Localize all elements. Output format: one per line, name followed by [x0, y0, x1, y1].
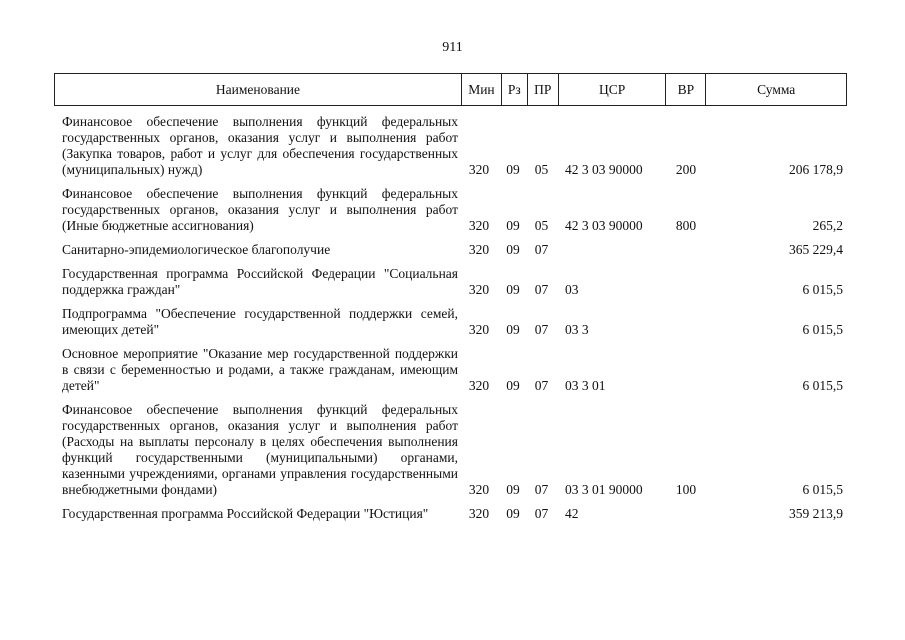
row-min: 320 — [468, 218, 490, 233]
header-pr: ПР — [528, 74, 559, 105]
row-min: 320 — [468, 242, 490, 257]
row-name: Основное мероприятие "Оказание мер государственной поддержки в связи с беременностью и родами, а также гражданам, имеющим детей" — [62, 346, 458, 393]
row-min: 320 — [468, 378, 490, 393]
table-row — [54, 186, 847, 234]
row-min: 320 — [468, 482, 490, 497]
row-min: 320 — [468, 322, 490, 337]
row-name: Финансовое обеспечение выполнения функций федеральных государственных органов, оказания услуг и выполнения работ (Иные бюджетные ассигнования) — [62, 186, 458, 233]
header-vr: ВР — [666, 74, 706, 105]
row-rz: 09 — [506, 218, 520, 233]
row-pr: 07 — [534, 506, 549, 521]
row-csr: 42 — [565, 506, 579, 521]
row-sum: 6 015,5 — [802, 282, 843, 297]
row-sum: 265,2 — [812, 218, 843, 233]
row-sum: 359 213,9 — [789, 506, 843, 521]
row-csr: 03 3 01 — [565, 378, 606, 393]
row-csr: 03 — [565, 282, 579, 297]
row-min: 320 — [468, 282, 490, 297]
row-vr: 800 — [675, 218, 697, 233]
row-pr: 07 — [534, 378, 549, 393]
row-sum: 365 229,4 — [789, 242, 843, 257]
row-rz: 09 — [506, 162, 520, 177]
row-pr: 05 — [534, 218, 549, 233]
row-rz: 09 — [506, 322, 520, 337]
header-rz: Рз — [502, 74, 528, 105]
row-name: Финансовое обеспечение выполнения функций федеральных государственных органов, оказания услуг и выполнения работ (Закупка товаров, работ и услуг для обеспечения государственных (муниципальных) нужд) — [62, 114, 458, 177]
row-pr: 05 — [534, 162, 549, 177]
row-csr: 03 3 01 90000 — [565, 482, 643, 497]
row-csr: 42 3 03 90000 — [565, 218, 643, 233]
table-row — [54, 402, 847, 498]
row-rz: 09 — [506, 242, 520, 257]
row-sum: 6 015,5 — [802, 482, 843, 497]
header-sum: Сумма — [757, 81, 796, 97]
row-min: 320 — [468, 162, 490, 177]
header-min: Мин — [462, 74, 502, 105]
row-csr: 03 3 — [565, 322, 589, 337]
table-row — [54, 114, 847, 178]
row-name: Подпрограмма "Обеспечение государственной поддержки семей, имеющих детей" — [62, 306, 458, 337]
page-number: 911 — [442, 40, 463, 55]
row-pr: 07 — [534, 322, 549, 337]
row-rz: 09 — [506, 482, 520, 497]
row-sum: 6 015,5 — [802, 322, 843, 337]
table-body — [54, 114, 847, 530]
row-name: Государственная программа Российской Федерации "Юстиция" — [62, 506, 429, 521]
row-pr: 07 — [534, 482, 549, 497]
row-name: Санитарно-эпидемиологическое благополучие — [62, 242, 331, 257]
header-name: Наименование — [55, 74, 462, 105]
table-header — [54, 73, 847, 106]
row-csr: 42 3 03 90000 — [565, 162, 643, 177]
row-rz: 09 — [506, 282, 520, 297]
row-vr: 200 — [675, 162, 697, 177]
table-row — [54, 506, 847, 522]
row-sum: 206 178,9 — [789, 162, 843, 177]
row-pr: 07 — [534, 242, 549, 257]
row-rz: 09 — [506, 506, 520, 521]
header-csr: ЦСР — [559, 74, 667, 105]
row-name: Финансовое обеспечение выполнения функций федеральных государственных органов, оказания услуг и выполнения работ (Расходы на выплаты персоналу в целях обеспечения выполнения функций государственными (муниципальными) органами, казенными учреждениями, органами управления государственными внебюджетными фондами) — [62, 402, 458, 497]
table-row — [54, 306, 847, 338]
row-rz: 09 — [506, 378, 520, 393]
row-name: Государственная программа Российской Федерации "Социальная поддержка граждан" — [62, 266, 458, 297]
table-row — [54, 266, 847, 298]
row-vr: 100 — [675, 482, 697, 497]
table-row — [54, 346, 847, 394]
row-sum: 6 015,5 — [802, 378, 843, 393]
table-row — [54, 242, 847, 258]
row-pr: 07 — [534, 282, 549, 297]
row-min: 320 — [468, 506, 490, 521]
